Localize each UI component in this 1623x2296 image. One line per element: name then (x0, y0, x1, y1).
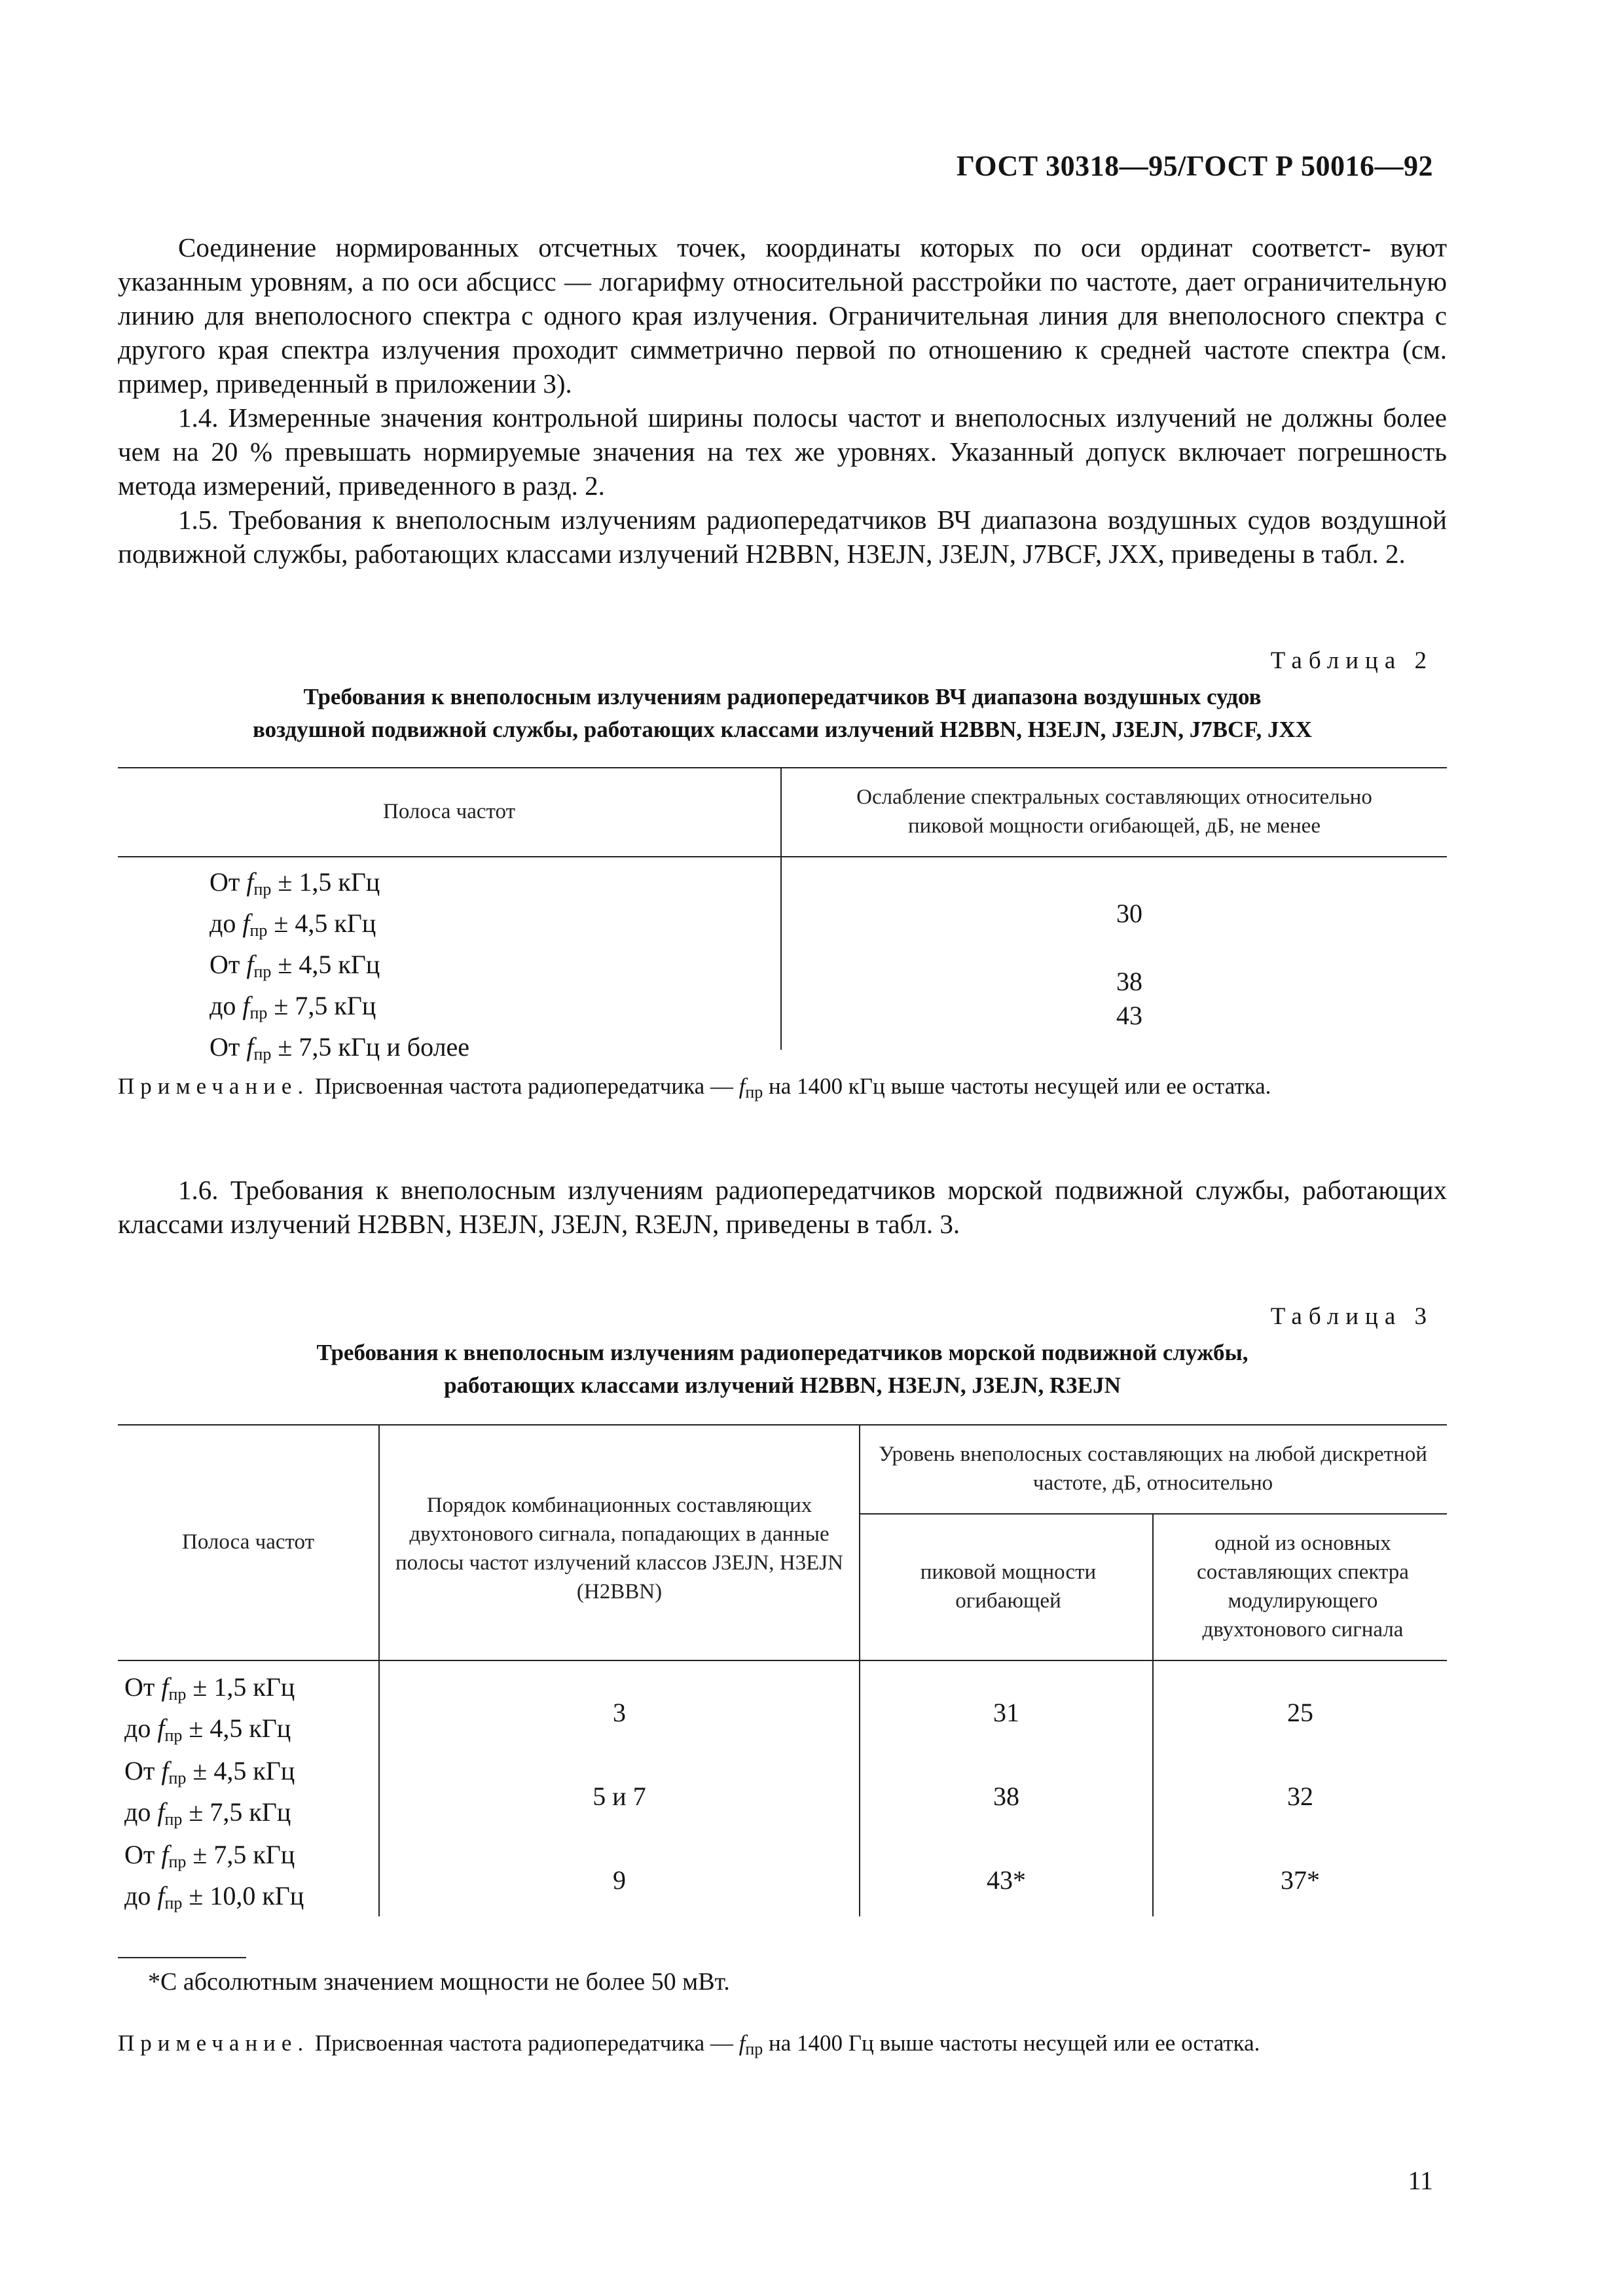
table3-title (118, 1336, 1447, 1402)
page-number: 11 (1408, 2166, 1433, 2195)
table2-header-band: Полоса частот (383, 800, 515, 823)
intro-paragraph-3: 1.5. Требования к внеполосным излучениям радиопередатчиков ВЧ диапазона воздушных судов воздушной подвижной службы, работающих классами излучений H2BBN, H3EJN, J3EJN, J7BCF, JXX, приведены в табл. 2. (118, 505, 1447, 569)
table2-note: Примечание. Присвоенная частота радиопередатчика — $f_{пр}$ на 1400 кГц выше частоты несущей или ее остатка. (118, 1073, 1271, 1102)
table3-order-cell: 3 (613, 1697, 626, 1727)
intro-text (118, 230, 1447, 571)
table2-title-line1: Требования к внеполосным излучениям радиопередатчиков ВЧ диапазона воздушных судов (303, 684, 1262, 709)
table2-header-attenuation-line1: Ослабление спектральных составляющих относительно (856, 785, 1372, 809)
table3-peak-cell: 31 (993, 1697, 1019, 1727)
table3-order-cell: 5 и 7 (593, 1781, 646, 1811)
table3-order-cell: 9 (613, 1865, 626, 1895)
table2-header-border (118, 856, 1447, 857)
table2-label: Таблица 2 (1270, 647, 1433, 674)
table2 (118, 767, 1447, 1064)
table3-note-label: Примечание. (118, 2030, 310, 2056)
table2-band-row: От $f_{пр} \pm 7,5$ кГц и более (210, 1032, 470, 1064)
table3-peak-cell: 38 (993, 1781, 1019, 1811)
intro-paragraph-2: 1.4. Измеренные значения контрольной ширины полосы частот и внеполосных излучений не должны более чем на 20 % превышать нормируемые значения на тех же уровнях. Указанный допуск включает погрешность метода измерений, приведенного в разд. 2. (118, 403, 1447, 501)
footnote-rule (118, 1957, 246, 1958)
table3-header-order: Порядок комбинационных составляющих двухтонового сигнала, попадающих в данные полосы частот излучений классов J3EJN, H3EJN (H2BBN) (395, 1494, 843, 1604)
table3-footnote: *С абсолютным значением мощности не более 50 мВт. (148, 1968, 730, 1996)
table2-title (118, 681, 1447, 746)
table2-band-row: до $f_{пр} \pm 4,5$ кГц (210, 908, 376, 940)
table3-main-cell: 25 (1287, 1697, 1313, 1727)
table2-value: 43 (1116, 1001, 1142, 1030)
intro-paragraph-1: Соединение нормированных отсчетных точек, координаты которых по оси ординат соответст- вуют указанным уровням, а по оси абсцисс — логарифму относительной расстройки по частоте, дает ограничительную линию для внеполосного спектра с одного края излучения. Ограничительная линия для внеполосного спектра с другого края спектра излучения проходит симметрично первой по отношению к средней частоте спектра (см. пример, приведенный в приложении 3). (118, 232, 1447, 399)
table2-band-row: От $f_{пр} \pm 1,5$ кГц (210, 867, 380, 899)
table3-title-line1: Требования к внеполосным излучениям радиопередатчиков морской подвижной службы, (316, 1340, 1249, 1365)
table2-header-attenuation (782, 767, 1447, 856)
table3-header-main-component: одной из основных составляющих спектра модулирующего двухтонового сигнала (1197, 1532, 1409, 1641)
table3-band-cell: От $f_{пр} \pm 1,5$ кГц до $f_{пр} \pm 4,5$ кГц (124, 1672, 295, 1745)
table3 (118, 1424, 1447, 1922)
table2-band-row: до $f_{пр} \pm 7,5$ кГц (210, 991, 376, 1022)
table2-band-row: От $f_{пр} \pm 4,5$ кГц (210, 950, 380, 981)
table3-header-band: Полоса частот (182, 1530, 314, 1554)
table3-note: Примечание. Присвоенная частота радиопередатчика — $f_{пр}$ на 1400 Гц выше частоты несущей или ее остатка. (118, 2030, 1260, 2058)
table2-value: 38 (1116, 967, 1142, 996)
table3-label: Таблица 3 (1270, 1303, 1433, 1330)
table3-peak-cell: 43* (987, 1865, 1026, 1895)
table3-title-line2: работающих классами излучений H2BBN, H3EJN, J3EJN, R3EJN (444, 1372, 1121, 1398)
table2-header-attenuation-line2: пиковой мощности огибающей, дБ, не менее (908, 814, 1321, 838)
table3-main-cell: 37* (1281, 1865, 1320, 1895)
table2-title-line2: воздушной подвижной службы, работающих классами излучений H2BBN, H3EJN, J3EJN, J7BCF, JXX (252, 717, 1313, 742)
table2-note-label: Примечание. (118, 1073, 310, 1099)
table3-column-divider (378, 1424, 380, 1916)
table3-column-divider (859, 1424, 860, 1916)
table3-header-level-group: Уровень внеполосных составляющих на любой дискретной частоте, дБ, относительно (879, 1443, 1427, 1495)
table3-main-cell: 32 (1287, 1781, 1313, 1811)
table2-value: 30 (1116, 899, 1142, 928)
table3-band-cell: От $f_{пр} \pm 4,5$ кГц до $f_{пр} \pm 7,5$ кГц (124, 1756, 295, 1829)
table3-band-cell: От $f_{пр} \pm 7,5$ кГц до $f_{пр} \pm 10,0$ кГц (124, 1840, 304, 1912)
document-header: ГОСТ 30318—95/ГОСТ Р 50016—92 (956, 150, 1433, 182)
table3-header-peak: пиковой мощности огибающей (920, 1560, 1097, 1613)
table3-header-border (118, 1660, 1447, 1661)
table2-band-list (210, 865, 469, 1071)
paragraph-1-6: 1.6. Требования к внеполосным излучениям радиопередатчиков морской подвижной службы, работающих классами излучений H2BBN, H3EJN, J3EJN, R3EJN, приведены в табл. 3. (118, 1175, 1447, 1239)
